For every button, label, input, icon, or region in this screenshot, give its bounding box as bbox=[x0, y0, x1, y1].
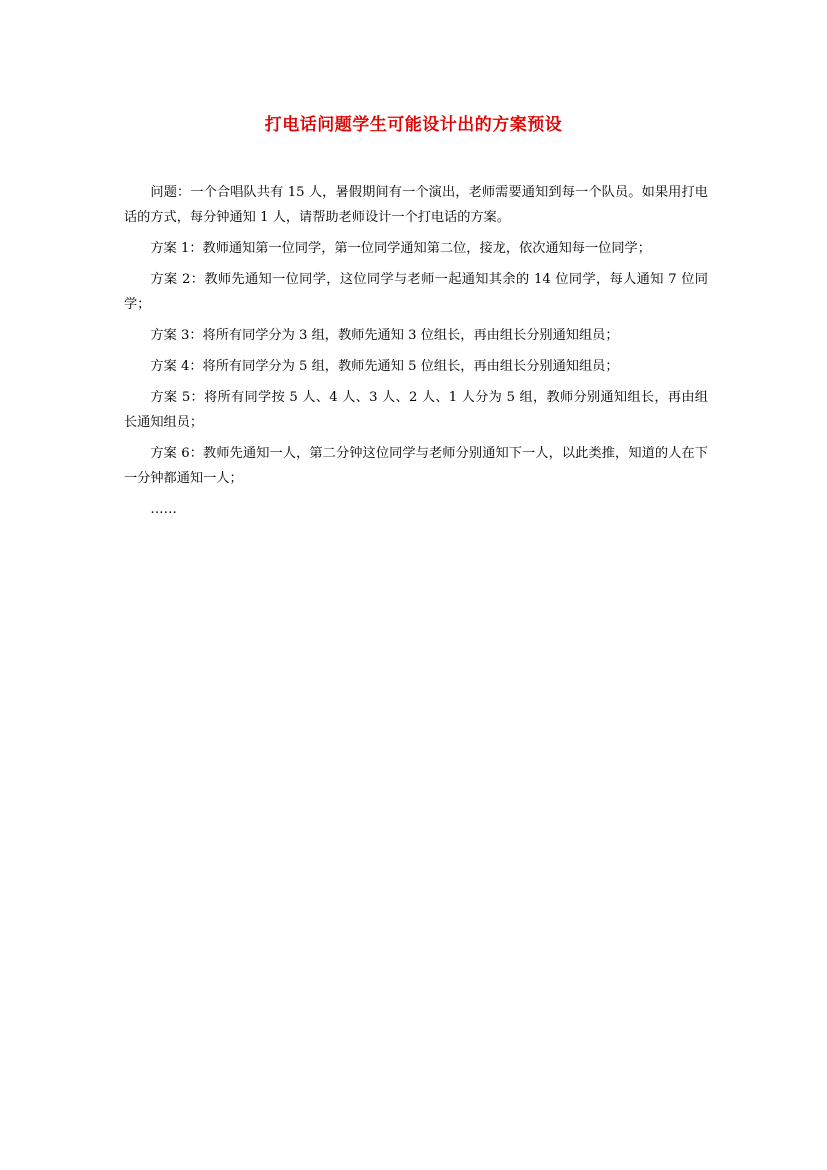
document-title: 打电话问题学生可能设计出的方案预设 bbox=[264, 115, 563, 135]
plan-2-paragraph: 方案 2：教师先通知一位同学，这位同学与老师一起通知其余的 14 位同学，每人通知 7 位同学； bbox=[124, 272, 708, 312]
document-body bbox=[124, 180, 708, 528]
plan-6-paragraph: 方案 6：教师先通知一人，第二分钟这位同学与老师分别通知下一人，以此类推，知道的人在下一分钟都通知一人； bbox=[124, 446, 708, 486]
problem-paragraph: 问题：一个合唱队共有 15 人，暑假期间有一个演出，老师需要通知到每一个队员。如果用打电话的方式，每分钟通知 1 人，请帮助老师设计一个打电话的方案。 bbox=[124, 185, 708, 225]
plan-1-paragraph: 方案 1：教师通知第一位同学，第一位同学通知第二位，接龙，依次通知每一位同学； bbox=[150, 241, 651, 256]
plan-3-paragraph: 方案 3：将所有同学分为 3 组，教师先通知 3 位组长，再由组长分别通知组员； bbox=[150, 328, 619, 343]
plan-4-paragraph: 方案 4：将所有同学分为 5 组，教师先通知 5 位组长，再由组长分别通知组员； bbox=[150, 359, 619, 374]
plan-5-paragraph: 方案 5：将所有同学按 5 人、4 人、3 人、2 人、1 人分为 5 组，教师分别通知组长，再由组长通知组员； bbox=[124, 390, 708, 430]
ellipsis-paragraph: …… bbox=[150, 502, 177, 517]
